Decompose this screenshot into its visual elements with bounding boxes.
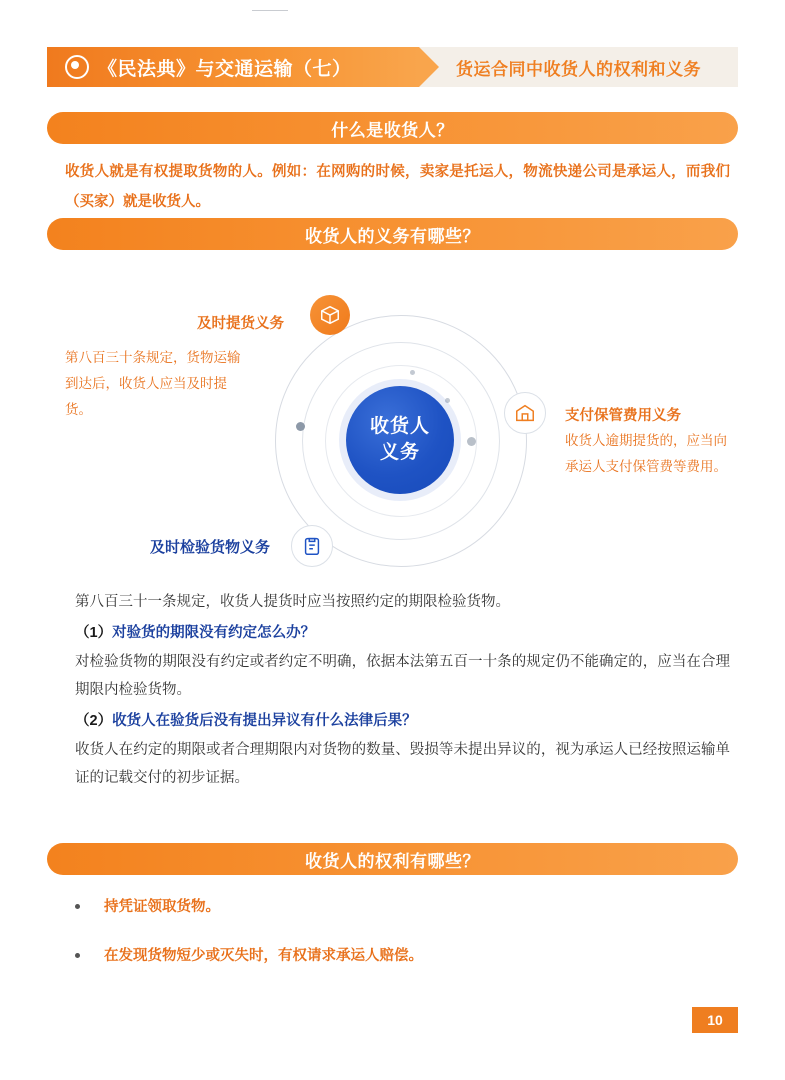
inspection-question-2 [75,707,730,735]
crop-artifact [252,0,288,11]
inspection-question-2-text: 收货人在验货后没有提出异议有什么法律后果？ [112,713,417,729]
duty-label-storage-body: 收货人逾期提货的，应当向承运人支付保管费等费用。 [565,433,727,474]
what-is-consignee-text: 收货人就是有权提取货物的人。例如：在网购的时候，卖家是托运人，物流快递公司是承运人，而我们（买家）就是收货人。 [65,164,730,210]
inspection-question-1 [75,619,730,647]
inspection-answer-1: 对检验货物的期限没有约定或者约定不明确，依据本法第五百一十条的规定仍不能确定的，应当在合理期限内检验货物。 [75,654,730,698]
diagram-center-line2: 义务 [379,442,420,463]
duty-label-pickup-body: 第八百三十条规定，货物运输到达后，收货人应当及时提货。 [65,350,241,417]
section-bar-rights: 收货人的权利有哪些？ [47,843,738,875]
bullet-icon [75,904,80,909]
page-subtitle: 货运合同中收货人的权利和义务 [456,59,701,79]
page-title: 《民法典》与交通运输（七） [98,58,352,80]
inspection-question-1-text: 对验货的期限没有约定怎么办？ [112,625,316,641]
bullet-icon [75,953,80,958]
page-header [47,47,738,87]
inspection-answer-2: 收货人在约定的期限或者合理期限内对货物的数量、毁损等未提出异议的，视为承运人已经按照运输单证的记载交付的初步证据。 [75,742,730,786]
duties-diagram [255,300,545,590]
section-bar-duties: 收货人的义务有哪些？ [47,218,738,250]
header-right-band [419,47,738,87]
diagram-dot-small-2 [445,398,450,403]
warehouse-icon [504,392,546,434]
duty-label-inspect-title: 及时检验货物义务 [150,539,271,556]
duty-label-pickup-title: 及时提货义务 [197,316,284,332]
diagram-center-label [346,386,454,494]
list-item [75,944,735,965]
right-item-text: 持凭证领取货物。 [104,899,220,915]
header-left-band [47,47,419,87]
right-item-text: 在发现货物短少或灭失时，有权请求承运人赔偿。 [104,948,423,964]
diagram-center-line1: 收货人 [369,416,430,437]
inspection-question-2-number: （2） [75,713,113,729]
diagram-dot-left [296,422,305,431]
section-bar-what-is-consignee: 什么是收货人？ [47,112,738,144]
inspection-intro: 第八百三十一条规定，收货人提货时应当按照约定的期限检验货物。 [75,594,510,610]
clipboard-icon [291,525,333,567]
page-number: 10 [692,1007,738,1033]
diagram-dot-small-1 [410,370,415,375]
duty-label-storage-title: 支付保管费用义务 [565,408,681,424]
diagram-dot-right [467,437,476,446]
inspection-question-1-number: （1） [75,625,113,641]
box-icon [310,295,350,335]
target-icon [65,55,89,79]
list-item [75,895,735,916]
rights-list [75,895,735,993]
inspection-text-block [75,588,730,793]
